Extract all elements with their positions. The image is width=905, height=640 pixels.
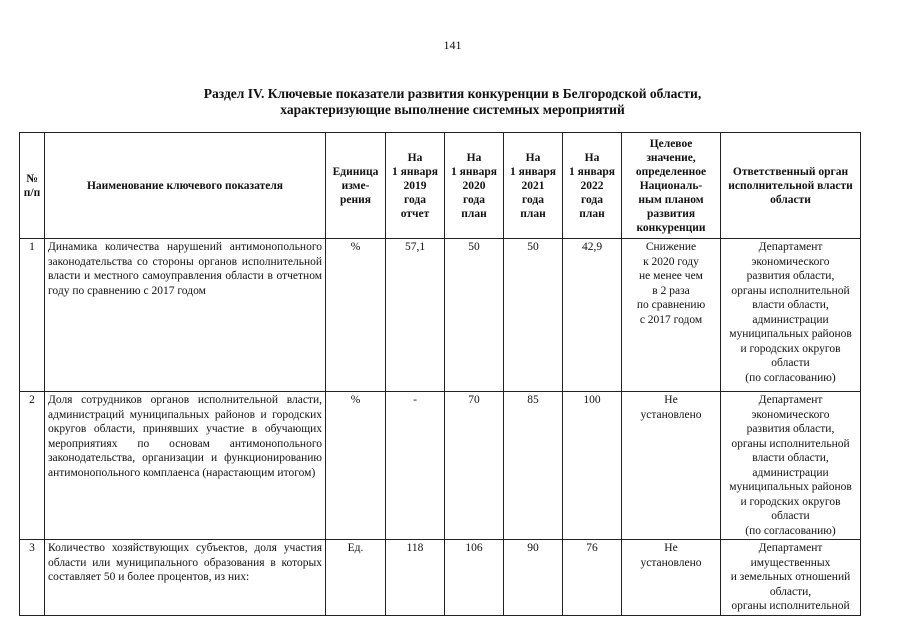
header-name: Наименование ключевого показателя — [45, 133, 326, 239]
row-responsible: Департамент имущественных и земельных отношений области, органы исполнительной — [721, 540, 861, 616]
header-2022: На 1 января 2022 года план — [563, 133, 622, 239]
table-row — [20, 392, 861, 540]
section-title-line-1: Раздел IV. Ключевые показатели развития конкуренции в Белгородской области, — [203, 86, 702, 101]
table-header-row — [20, 133, 861, 239]
row-2022: 76 — [563, 540, 622, 616]
row-name: Количество хозяйствующих субъектов, доля участия области или муниципального образования в которых составляет 50 и более процентов, из них: — [45, 540, 326, 616]
row-unit: Ед. — [326, 540, 386, 616]
row-2020: 70 — [445, 392, 504, 540]
row-target: Не установлено — [622, 540, 721, 616]
row-num: 3 — [20, 540, 45, 616]
table-row — [20, 239, 861, 392]
row-target: Не установлено — [622, 392, 721, 540]
header-num: № п/п — [20, 133, 45, 239]
row-2019: 57,1 — [386, 239, 445, 392]
row-2021: 85 — [504, 392, 563, 540]
row-responsible: Департамент экономического развития области, органы исполнительной власти области, администрации муниципальных районов и городских округов области (по согласованию) — [721, 392, 861, 540]
section-title — [0, 86, 905, 118]
row-2021: 90 — [504, 540, 563, 616]
row-num: 1 — [20, 239, 45, 392]
header-responsible: Ответственный орган исполнительной власти области — [721, 133, 861, 239]
row-2022: 100 — [563, 392, 622, 540]
row-unit: % — [326, 392, 386, 540]
row-2022: 42,9 — [563, 239, 622, 392]
row-responsible: Департамент экономического развития области, органы исполнительной власти области, администрации муниципальных районов и городских округов области (по согласованию) — [721, 239, 861, 392]
header-2019: На 1 января 2019 года отчет — [386, 133, 445, 239]
row-2020: 50 — [445, 239, 504, 392]
table-row — [20, 540, 861, 616]
row-name: Доля сотрудников органов исполнительной власти, администраций муниципальных районов и городских округов области, принявших участие в обучающих мероприятиях по основам антимонопольного законодательства, организации и функционированию антимонопольного комплаенса (нарастающим итогом) — [45, 392, 326, 540]
row-2020: 106 — [445, 540, 504, 616]
row-2019: - — [386, 392, 445, 540]
row-unit: % — [326, 239, 386, 392]
row-2021: 50 — [504, 239, 563, 392]
page-number: 141 — [443, 38, 462, 52]
row-num: 2 — [20, 392, 45, 540]
row-2019: 118 — [386, 540, 445, 616]
header-2021: На 1 января 2021 года план — [504, 133, 563, 239]
header-target: Целевое значение, определенное Националь- ным планом развития конкуренции — [622, 133, 721, 239]
section-title-line-2: характеризующие выполнение системных мероприятий — [280, 102, 625, 117]
header-unit: Единица изме- рения — [326, 133, 386, 239]
key-indicators-table — [19, 132, 861, 616]
row-target: Снижение к 2020 году не менее чем в 2 раза по сравнению с 2017 годом — [622, 239, 721, 392]
row-name: Динамика количества нарушений антимонопольного законодательства со стороны органов исполнительной власти и местного самоуправления области в отчетном году по сравнению с 2017 годом — [45, 239, 326, 392]
header-2020: На 1 января 2020 года план — [445, 133, 504, 239]
